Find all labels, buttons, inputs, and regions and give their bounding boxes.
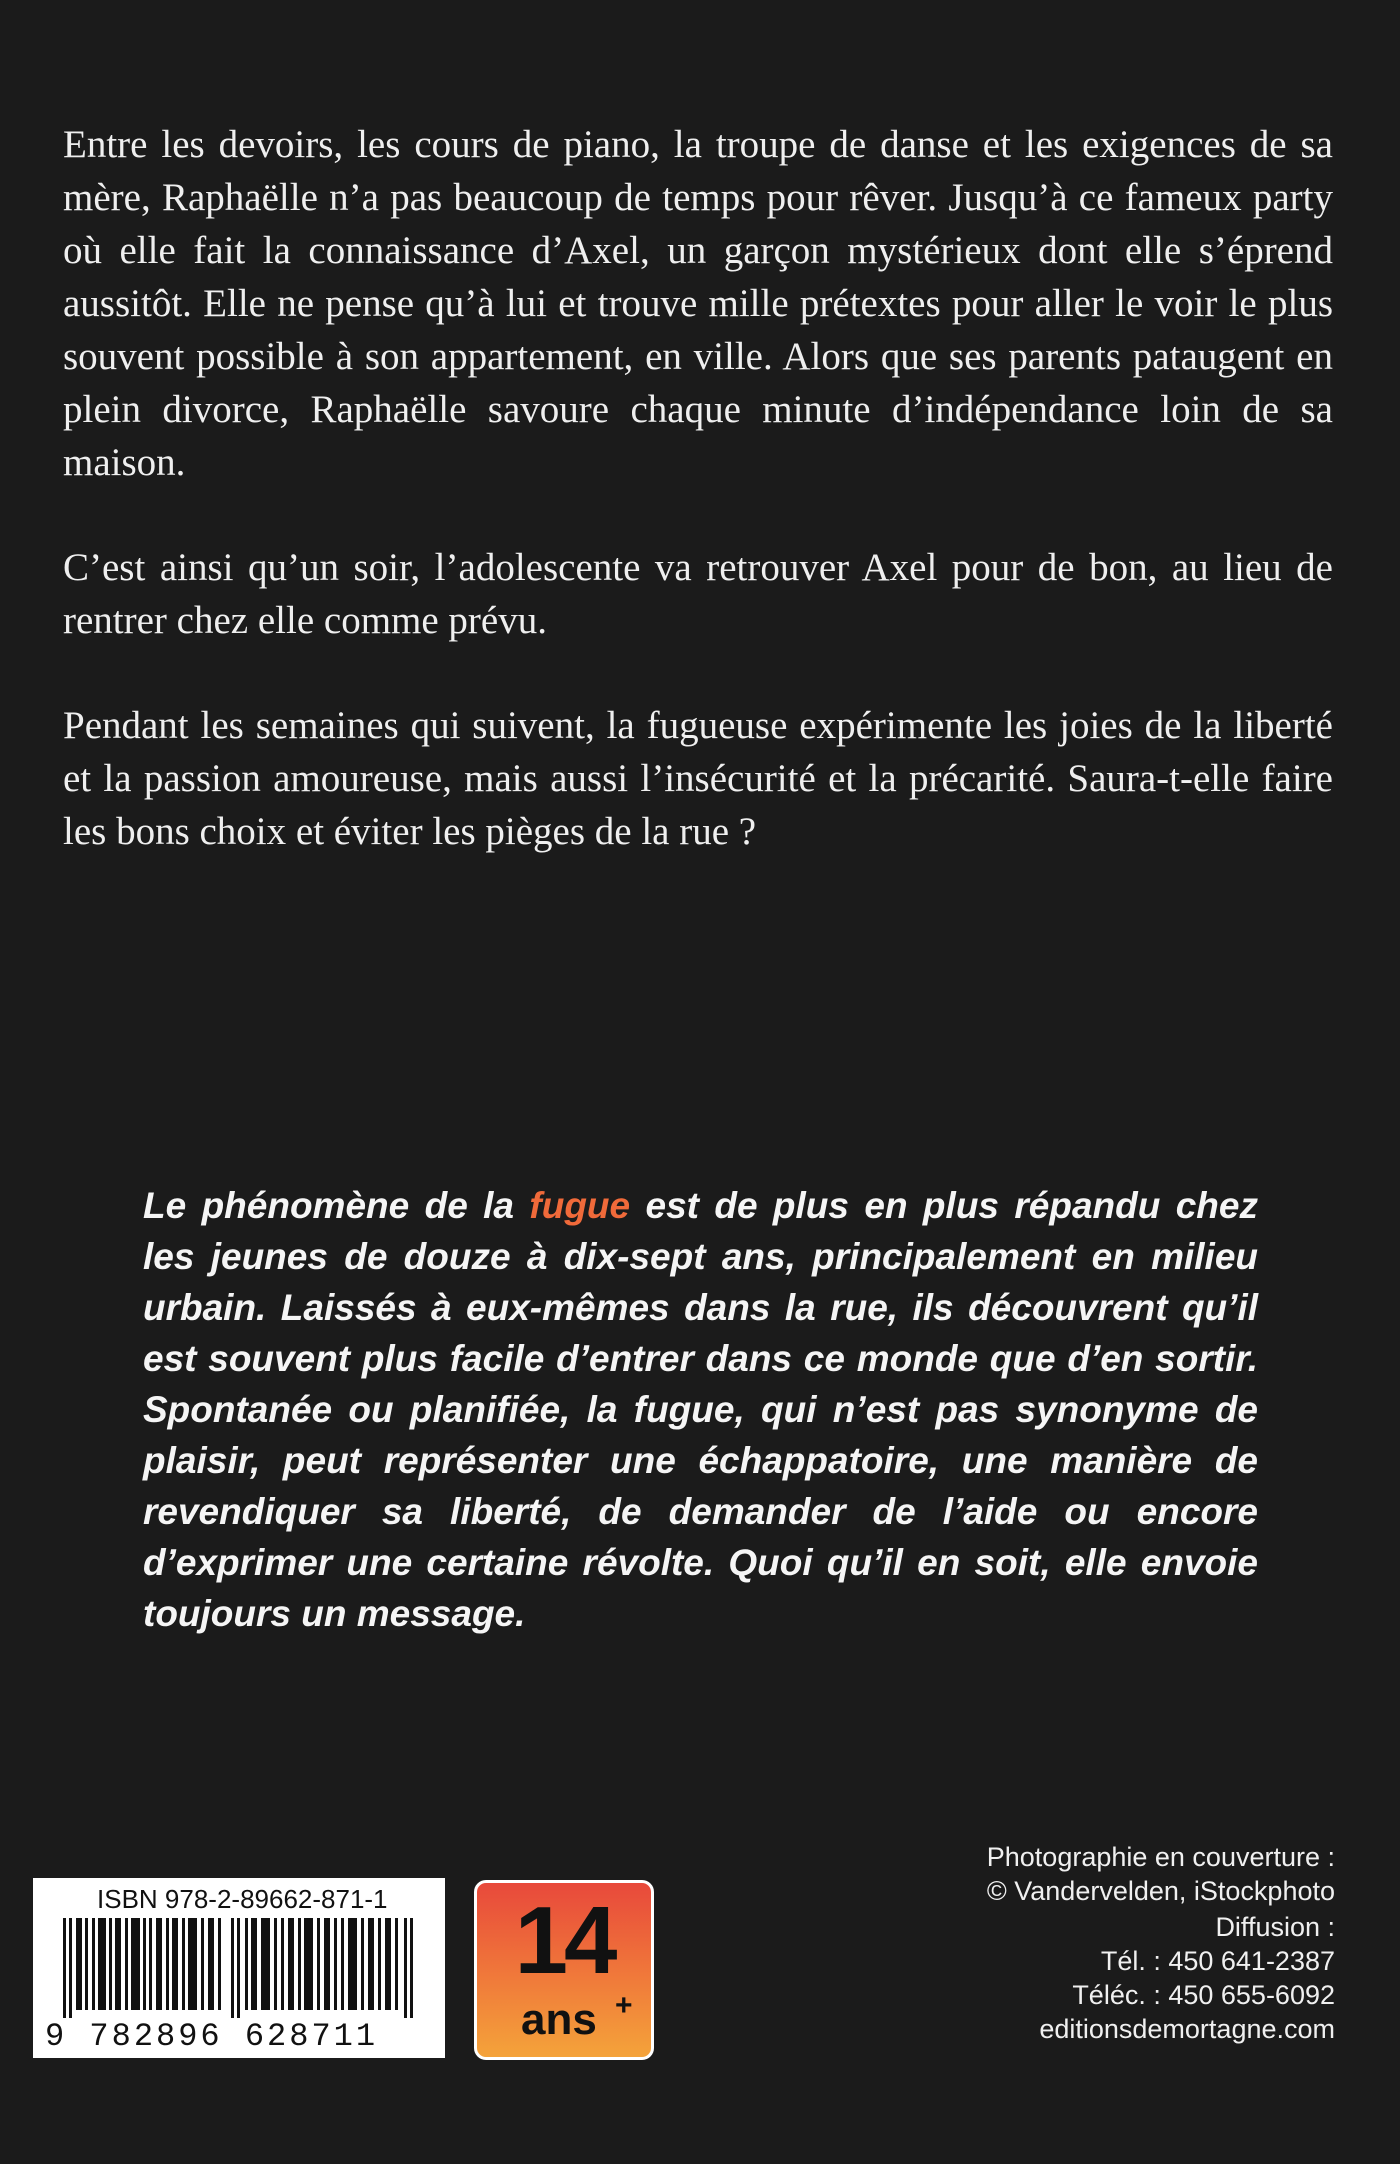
isbn-barcode xyxy=(33,1878,445,2058)
age-rating-badge xyxy=(474,1880,654,2060)
phone-number: Tél. : 450 641-2387 xyxy=(1100,1946,1335,1976)
quote-highlight-word: fugue xyxy=(529,1185,631,1226)
publisher-website: editionsdemortagne.com xyxy=(1039,2014,1335,2044)
isbn-number: ISBN 978-2-89662-871-1 xyxy=(97,1884,388,1914)
fax-number: Téléc. : 450 655-6092 xyxy=(1072,1980,1335,2010)
age-rating-unit: ans xyxy=(521,1995,597,2044)
synopsis-paragraph-1: Entre les devoirs, les cours de piano, la troupe de danse et les exigences de sa mère, Raphaëlle n’a pas beaucoup de temps pour rêver. Jusqu’à ce fameux party où elle fait la connaissance d’Axel, un garçon mystérieux dont elle s’éprend aussitôt. Elle ne pense qu’à lui et trouve mille prétextes pour aller le voir le plus souvent possible à son appartement, en ville. Alors que ses parents pataugent en plein divorce, Raphaëlle savoure chaque minute d’indépendance loin de sa maison. xyxy=(63,123,1333,484)
barcode-digits: 9 782896 628711 xyxy=(45,2018,379,2055)
age-rating-plus: + xyxy=(615,1989,633,2022)
synopsis xyxy=(63,118,1333,910)
barcode-bars xyxy=(63,1918,415,2018)
age-rating-number: 14 xyxy=(514,1887,614,1994)
quote-text-start: Le phénomène de la xyxy=(143,1185,530,1226)
synopsis-paragraph-3: Pendant les semaines qui suivent, la fugueuse expérimente les joies de la liberté et la passion amoureuse, mais aussi l’insécurité et la précarité. Saura-t-elle faire les bons choix et éviter les pièges de la rue ? xyxy=(63,704,1333,853)
quote-text-end: est de plus en plus répandu chez les jeunes de douze à dix-sept ans, principalement en milieu urbain. Laissés à eux-mêmes dans la rue, ils découvrent qu’il est souvent plus facile d’entrer dans ce monde que d’en sortir. Spontanée ou planifiée, la fugue, qui n’est pas synonyme de plaisir, peut représenter une échappatoire, une manière de revendiquer sa liberté, de demander de l’aide ou encore d’exprimer une certaine révolte. Quoi qu’il en soit, elle envoie toujours un message. xyxy=(143,1185,1258,1634)
publisher-credits xyxy=(987,1840,1335,2046)
pull-quote xyxy=(143,1180,1258,1639)
synopsis-paragraph-2: C’est ainsi qu’un soir, l’adolescente va retrouver Axel pour de bon, au lieu de rentrer chez elle comme prévu. xyxy=(63,546,1333,642)
photo-credit-label: Photographie en couverture : xyxy=(986,1842,1335,1872)
diffusion-label: Diffusion : xyxy=(1215,1912,1335,1942)
photo-credit: © Vandervelden, iStockphoto xyxy=(986,1876,1335,1906)
